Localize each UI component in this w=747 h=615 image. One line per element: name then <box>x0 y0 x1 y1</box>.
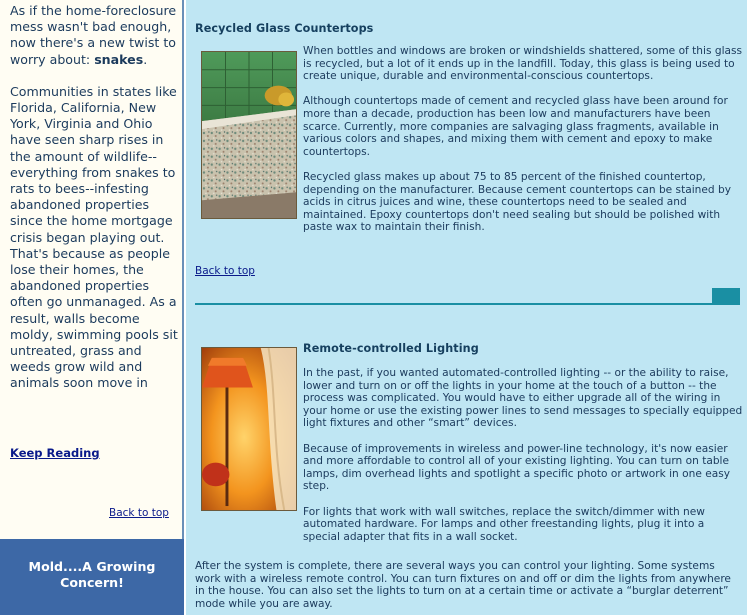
sidebar-story <box>10 3 180 392</box>
article-title: Remote-controlled Lighting <box>303 342 479 355</box>
article-back-to-top-link[interactable]: Back to top <box>195 265 255 277</box>
article-paragraph: Because of improvements in wireless and power-line technology, it's now easier and more affordable to control all of your existing lighting. You can turn on table lamps, dim overhead lights and spotlight a specific photo or artwork in one easy step. <box>303 442 731 493</box>
sidebar <box>0 0 184 615</box>
article-paragraph: In the past, if you wanted automated-controlled lighting -- or the ability to raise, lower and turn on or off the lights in your home at the touch of a button -- the process was complicated. You would have to either upgrade all of the wiring in your home or use the existing power lines to send messages to specially equipped light fixtures and other “smart” devices. <box>303 367 743 430</box>
sidebar-intro-bold: snakes <box>94 51 144 67</box>
sidebar-back-to-top-link[interactable]: Back to top <box>109 507 169 519</box>
divider-block <box>712 288 740 305</box>
article-paragraph: Recycled glass makes up about 75 to 85 percent of the finished countertop, depending on the manufacturer. Because cement countertops can be stained by acids in citrus juices and wine, these countertops need to be sealed and maintained. Epoxy countertops don't need sealing but should be polished with paste wax to maintain their finish. <box>303 170 731 234</box>
article-paragraph: Although countertops made of cement and recycled glass have been around for more than a decade, production has been low and manufacturers have been scarce. Currently, more companies are salvaging glass fragments, available in various colors and shapes, and mixing them with cement and epoxy to make countertops. <box>303 95 728 158</box>
article-body <box>303 45 743 234</box>
main-content <box>186 0 747 615</box>
mold-promo-button[interactable] <box>0 539 184 615</box>
sidebar-intro-text: As if the home-foreclosure mess wasn't bad enough, now there's a new twist to worry about: <box>10 3 177 67</box>
mold-promo-label: Mold....A Growing Concern! <box>28 559 156 590</box>
article-paragraph: When bottles and windows are broken or windshields shattered, some of this glass is recycled, but a lot of it ends up in the landfill. Today, this glass is being used to create unique, durable and environmental-conscious countertops. <box>303 45 743 83</box>
lamp-photo <box>201 347 297 511</box>
section-divider <box>195 288 740 305</box>
sidebar-intro-end: . <box>143 51 148 67</box>
sidebar-intro <box>10 3 180 68</box>
article-paragraph: For lights that work with wall switches, replace the switch/dimmer with new automated hardware. For lamps and other freestanding lights, plug it into a special adapter that fits in a wall socket. <box>303 505 705 543</box>
article-paragraph: After the system is complete, there are several ways you can control your lighting. Some systems work with a wireless remote control. You can turn fixtures on and off or dim the lights from anywhere in the house. You can also set the lights to turn on at a certain time or activate a “burglar deterrent” mode while you are away. <box>195 560 731 610</box>
countertop-photo <box>201 51 297 219</box>
keep-reading-link[interactable]: Keep Reading <box>10 446 100 460</box>
article-tail <box>195 560 743 610</box>
article-body <box>303 367 743 543</box>
sidebar-story-text: Communities in states like Florida, California, New York, Virginia and Ohio have seen sharp rises in the amount of wildlife--everything from snakes to rats to bees--infesting abandoned properties since the home mortgage crisis began playing out. That's because as people lose their homes, the abandoned properties often go unmanaged. As a result, walls become moldy, swimming pools sit untreated, grass and weeds grow wild and animals soon move in <box>10 83 178 391</box>
divider-line <box>195 303 740 305</box>
article-title: Recycled Glass Countertops <box>195 22 374 35</box>
